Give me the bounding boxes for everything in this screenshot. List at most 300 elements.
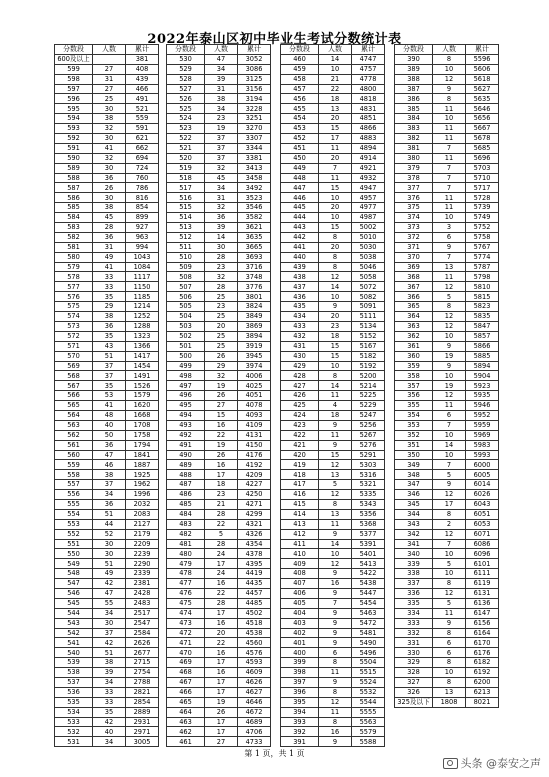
count-cell: 38 (93, 203, 126, 213)
count-cell: 17 (433, 499, 466, 509)
score-cell: 492 (167, 430, 205, 440)
count-cell: 37 (205, 143, 238, 153)
count-cell: 15 (319, 183, 352, 193)
cumulative-cell: 5787 (466, 262, 499, 272)
count-cell: 40 (93, 727, 126, 737)
table-row (167, 104, 271, 114)
cumulative-cell: 5515 (352, 668, 385, 678)
table-row (55, 638, 159, 648)
score-cell: 350 (395, 450, 433, 460)
count-cell: 10 (319, 213, 352, 223)
cumulative-cell: 3974 (238, 361, 271, 371)
score-cell: 598 (55, 74, 93, 84)
cumulative-cell: 6051 (466, 509, 499, 519)
table-row (167, 440, 271, 450)
cumulative-cell: 4176 (238, 450, 271, 460)
score-cell: 522 (167, 134, 205, 144)
count-cell: 12 (433, 490, 466, 500)
cumulative-cell: 4778 (352, 74, 385, 84)
cumulative-cell: 6200 (466, 678, 499, 688)
score-cell: 540 (55, 648, 93, 658)
table-row (167, 668, 271, 678)
table-row (281, 430, 385, 440)
cumulative-cell: 1841 (126, 450, 159, 460)
table-row (395, 549, 499, 559)
cumulative-cell: 2209 (126, 539, 159, 549)
score-cell: 500 (167, 351, 205, 361)
score-cell: 337 (395, 579, 433, 589)
score-cell: 375 (395, 203, 433, 213)
count-cell: 12 (433, 312, 466, 322)
count-cell: 10 (319, 193, 352, 203)
cumulative-cell: 4378 (238, 549, 271, 559)
cumulative-cell: 5368 (352, 519, 385, 529)
cumulative-cell: 5835 (466, 312, 499, 322)
table-row (55, 420, 159, 430)
count-cell: 18 (205, 480, 238, 490)
cumulative-cell: 4921 (352, 163, 385, 173)
cumulative-cell: 3413 (238, 163, 271, 173)
cumulative-cell: 5767 (466, 242, 499, 252)
score-cell: 584 (55, 213, 93, 223)
table-row (395, 124, 499, 134)
score-cell: 329 (395, 658, 433, 668)
cumulative-cell: 4093 (238, 410, 271, 420)
score-cell: 593 (55, 124, 93, 134)
count-cell: 39 (93, 668, 126, 678)
table-row (55, 509, 159, 519)
table-row (281, 124, 385, 134)
score-cell: 480 (167, 549, 205, 559)
score-cell: 483 (167, 519, 205, 529)
score-cell: 443 (281, 223, 319, 233)
score-cell: 520 (167, 153, 205, 163)
table-row (55, 697, 159, 707)
cumulative-cell: 3716 (238, 262, 271, 272)
count-cell: 9 (319, 737, 352, 747)
count-cell: 26 (93, 183, 126, 193)
cumulative-cell: 3458 (238, 173, 271, 183)
table-row (55, 252, 159, 262)
score-cell: 531 (55, 737, 93, 747)
cumulative-cell: 4609 (238, 668, 271, 678)
cumulative-cell: 1288 (126, 321, 159, 331)
count-cell: 30 (93, 549, 126, 559)
table-row (395, 430, 499, 440)
header-count: 人数 (93, 45, 126, 55)
score-cell: 600及以上 (55, 54, 93, 64)
table-row (395, 529, 499, 539)
cumulative-cell: 2290 (126, 559, 159, 569)
count-cell: 14 (319, 54, 352, 64)
count-cell: 12 (433, 391, 466, 401)
score-cell: 435 (281, 302, 319, 312)
score-cell: 399 (281, 658, 319, 668)
score-cell: 545 (55, 598, 93, 608)
score-column-1 (54, 44, 159, 747)
table-row (167, 480, 271, 490)
table-row (281, 183, 385, 193)
cumulative-cell: 4435 (238, 579, 271, 589)
score-cell: 397 (281, 678, 319, 688)
cumulative-cell: 5058 (352, 272, 385, 282)
cumulative-cell: 5496 (352, 648, 385, 658)
score-cell: 525 (167, 104, 205, 114)
score-column-4 (394, 44, 499, 708)
score-cell: 393 (281, 717, 319, 727)
table-row (281, 153, 385, 163)
cumulative-cell: 5152 (352, 331, 385, 341)
score-cell: 449 (281, 163, 319, 173)
score-cell: 499 (167, 361, 205, 371)
count-cell: 33 (93, 687, 126, 697)
cumulative-cell: 4576 (238, 648, 271, 658)
table-row (55, 341, 159, 351)
cumulative-cell: 5993 (466, 450, 499, 460)
count-cell: 24 (205, 569, 238, 579)
count-cell: 23 (205, 490, 238, 500)
count-cell: 47 (93, 588, 126, 598)
score-cell: 442 (281, 232, 319, 242)
cumulative-cell: 621 (126, 134, 159, 144)
cumulative-cell: 3156 (238, 84, 271, 94)
table-row (55, 292, 159, 302)
cumulative-cell: 3052 (238, 54, 271, 64)
cumulative-cell: 4299 (238, 509, 271, 519)
cumulative-cell: 4831 (352, 104, 385, 114)
score-cell: 339 (395, 559, 433, 569)
count-cell: 17 (205, 727, 238, 737)
cumulative-cell: 4227 (238, 480, 271, 490)
cumulative-cell: 5717 (466, 183, 499, 193)
score-cell: 451 (281, 143, 319, 153)
table-row (55, 124, 159, 134)
score-cell: 460 (281, 54, 319, 64)
count-cell: 37 (205, 134, 238, 144)
table-row (167, 410, 271, 420)
table-row (281, 341, 385, 351)
score-cell: 576 (55, 292, 93, 302)
table-row (55, 321, 159, 331)
table-row (55, 391, 159, 401)
count-cell: 25 (93, 94, 126, 104)
count-cell: 10 (319, 361, 352, 371)
score-cell: 523 (167, 124, 205, 134)
score-cell: 521 (167, 143, 205, 153)
count-cell: 16 (205, 420, 238, 430)
score-cell: 392 (281, 727, 319, 737)
count-cell: 30 (93, 193, 126, 203)
table-row (167, 569, 271, 579)
table-row (395, 588, 499, 598)
cumulative-cell: 5847 (466, 321, 499, 331)
cumulative-cell: 5588 (352, 737, 385, 747)
table-row (167, 84, 271, 94)
table-row (167, 331, 271, 341)
table-header-row (55, 45, 159, 55)
cumulative-cell: 4689 (238, 717, 271, 727)
table-row (395, 193, 499, 203)
table-row (395, 638, 499, 648)
table-row (281, 64, 385, 74)
count-cell: 11 (433, 124, 466, 134)
count-cell: 30 (93, 618, 126, 628)
cumulative-cell: 2127 (126, 519, 159, 529)
table-row (395, 668, 499, 678)
table-row (55, 143, 159, 153)
score-cell: 390 (395, 54, 433, 64)
table-row (167, 173, 271, 183)
table-row (167, 549, 271, 559)
count-cell: 14 (205, 232, 238, 242)
cumulative-cell: 3251 (238, 114, 271, 124)
cumulative-cell: 3849 (238, 312, 271, 322)
score-cell: 361 (395, 341, 433, 351)
score-cell: 441 (281, 242, 319, 252)
table-row (281, 361, 385, 371)
cumulative-cell: 5752 (466, 223, 499, 233)
table-row (395, 598, 499, 608)
table-row (167, 687, 271, 697)
score-cell: 490 (167, 450, 205, 460)
table-row (281, 54, 385, 64)
cumulative-cell: 2547 (126, 618, 159, 628)
score-cell: 348 (395, 470, 433, 480)
cumulative-cell: 4502 (238, 608, 271, 618)
table-row (167, 74, 271, 84)
score-cell: 391 (281, 737, 319, 747)
header-count: 人数 (205, 45, 238, 55)
cumulative-cell: 5472 (352, 618, 385, 628)
count-cell: 17 (205, 559, 238, 569)
count-cell: 41 (93, 143, 126, 153)
cumulative-cell: 5413 (352, 559, 385, 569)
count-cell: 38 (93, 658, 126, 668)
cumulative-cell: 4192 (238, 460, 271, 470)
table-row (55, 302, 159, 312)
count-cell: 37 (93, 480, 126, 490)
cumulative-cell: 3824 (238, 302, 271, 312)
table-row (167, 183, 271, 193)
score-cell: 388 (395, 74, 433, 84)
cumulative-cell: 4150 (238, 440, 271, 450)
count-cell: 30 (205, 242, 238, 252)
cumulative-cell: 5091 (352, 302, 385, 312)
count-cell: 11 (319, 519, 352, 529)
cumulative-cell: 5555 (352, 707, 385, 717)
count-cell: 9 (319, 529, 352, 539)
table-header-row (281, 45, 385, 55)
table-row (395, 173, 499, 183)
cumulative-cell: 4326 (238, 529, 271, 539)
count-cell: 6 (319, 648, 352, 658)
table-row (395, 490, 499, 500)
score-cell: 413 (281, 519, 319, 529)
watermark (443, 755, 542, 771)
score-cell: 530 (167, 54, 205, 64)
score-cell: 367 (395, 282, 433, 292)
table-row (55, 282, 159, 292)
cumulative-cell: 5422 (352, 569, 385, 579)
cumulative-cell: 5959 (466, 420, 499, 430)
table-row (281, 678, 385, 688)
count-cell: 8 (319, 499, 352, 509)
score-cell: 421 (281, 440, 319, 450)
count-cell: 36 (93, 440, 126, 450)
score-cell: 550 (55, 549, 93, 559)
table-row (395, 470, 499, 480)
count-cell: 16 (205, 579, 238, 589)
count-cell: 28 (205, 598, 238, 608)
count-cell: 28 (205, 282, 238, 292)
score-cell: 577 (55, 282, 93, 292)
count-cell: 51 (93, 351, 126, 361)
score-cell: 547 (55, 579, 93, 589)
table-row (395, 54, 499, 64)
cumulative-cell: 4250 (238, 490, 271, 500)
cumulative-cell: 466 (126, 84, 159, 94)
cumulative-cell: 5356 (352, 509, 385, 519)
count-cell: 26 (205, 351, 238, 361)
table-row (167, 420, 271, 430)
cumulative-cell: 4947 (352, 183, 385, 193)
table-row (55, 559, 159, 569)
score-cell: 470 (167, 648, 205, 658)
cumulative-cell: 4593 (238, 658, 271, 668)
table-row (281, 351, 385, 361)
count-cell: 42 (93, 579, 126, 589)
count-cell: 10 (433, 114, 466, 124)
table-row (55, 678, 159, 688)
cumulative-cell: 521 (126, 104, 159, 114)
count-cell: 28 (205, 509, 238, 519)
score-cell: 346 (395, 490, 433, 500)
score-cell: 341 (395, 539, 433, 549)
table-row (395, 440, 499, 450)
count-cell: 41 (93, 401, 126, 411)
table-row (281, 539, 385, 549)
score-cell: 342 (395, 529, 433, 539)
table-row (167, 519, 271, 529)
count-cell: 49 (93, 252, 126, 262)
cumulative-cell: 5635 (466, 94, 499, 104)
table-row (395, 420, 499, 430)
score-cell: 497 (167, 381, 205, 391)
cumulative-cell: 3194 (238, 94, 271, 104)
table-row (55, 430, 159, 440)
score-cell: 474 (167, 608, 205, 618)
cumulative-cell: 6182 (466, 658, 499, 668)
score-cell: 589 (55, 163, 93, 173)
cumulative-cell: 5401 (352, 549, 385, 559)
table-row (55, 312, 159, 322)
table-row (167, 707, 271, 717)
count-cell: 7 (433, 163, 466, 173)
score-cell: 509 (167, 262, 205, 272)
table-row (167, 272, 271, 282)
score-cell: 434 (281, 312, 319, 322)
count-cell: 3 (433, 223, 466, 233)
count-cell: 55 (93, 598, 126, 608)
cumulative-cell: 3546 (238, 203, 271, 213)
cumulative-cell: 3635 (238, 232, 271, 242)
cumulative-cell: 4851 (352, 114, 385, 124)
cumulative-cell: 5343 (352, 499, 385, 509)
count-cell: 5 (433, 470, 466, 480)
header-score-range: 分数段 (55, 45, 93, 55)
table-row (167, 648, 271, 658)
count-cell: 12 (319, 272, 352, 282)
table-row (55, 529, 159, 539)
count-cell: 8 (433, 658, 466, 668)
count-cell: 22 (205, 638, 238, 648)
table-row (395, 608, 499, 618)
count-cell: 5 (433, 292, 466, 302)
cumulative-cell: 1620 (126, 401, 159, 411)
score-cell: 387 (395, 84, 433, 94)
table-row (167, 54, 271, 64)
score-cell: 428 (281, 371, 319, 381)
score-cell: 564 (55, 410, 93, 420)
score-cell: 595 (55, 104, 93, 114)
count-cell: 30 (93, 134, 126, 144)
table-row (55, 331, 159, 341)
table-row (395, 559, 499, 569)
cumulative-cell: 2854 (126, 697, 159, 707)
cumulative-cell: 5656 (466, 114, 499, 124)
cumulative-cell: 5544 (352, 697, 385, 707)
cumulative-cell: 2428 (126, 588, 159, 598)
cumulative-cell: 4706 (238, 727, 271, 737)
table-row (395, 499, 499, 509)
cumulative-cell: 1043 (126, 252, 159, 262)
score-cell: 469 (167, 658, 205, 668)
count-cell: 22 (319, 84, 352, 94)
score-cell: 590 (55, 153, 93, 163)
table-row (281, 203, 385, 213)
table-row (167, 262, 271, 272)
count-cell: 11 (433, 608, 466, 618)
score-cell: 570 (55, 351, 93, 361)
cumulative-cell: 4354 (238, 539, 271, 549)
cumulative-cell: 662 (126, 143, 159, 153)
score-cell: 507 (167, 282, 205, 292)
count-cell: 49 (93, 569, 126, 579)
table-row (281, 213, 385, 223)
score-cell: 527 (167, 84, 205, 94)
table-row (395, 618, 499, 628)
count-cell: 36 (93, 499, 126, 509)
score-cell: 582 (55, 232, 93, 242)
table-row (55, 608, 159, 618)
table-row (55, 717, 159, 727)
count-cell: 27 (205, 401, 238, 411)
count-cell: 15 (319, 124, 352, 134)
table-row (395, 381, 499, 391)
count-cell: 31 (93, 74, 126, 84)
count-cell: 12 (433, 74, 466, 84)
count-cell: 36 (93, 173, 126, 183)
cumulative-cell: 2339 (126, 569, 159, 579)
cumulative-cell: 1794 (126, 440, 159, 450)
score-cell: 425 (281, 401, 319, 411)
cumulative-cell: 5627 (466, 84, 499, 94)
cumulative-cell: 6043 (466, 499, 499, 509)
table-row (167, 697, 271, 707)
table-row (167, 302, 271, 312)
table-row (55, 490, 159, 500)
count-cell: 10 (319, 64, 352, 74)
